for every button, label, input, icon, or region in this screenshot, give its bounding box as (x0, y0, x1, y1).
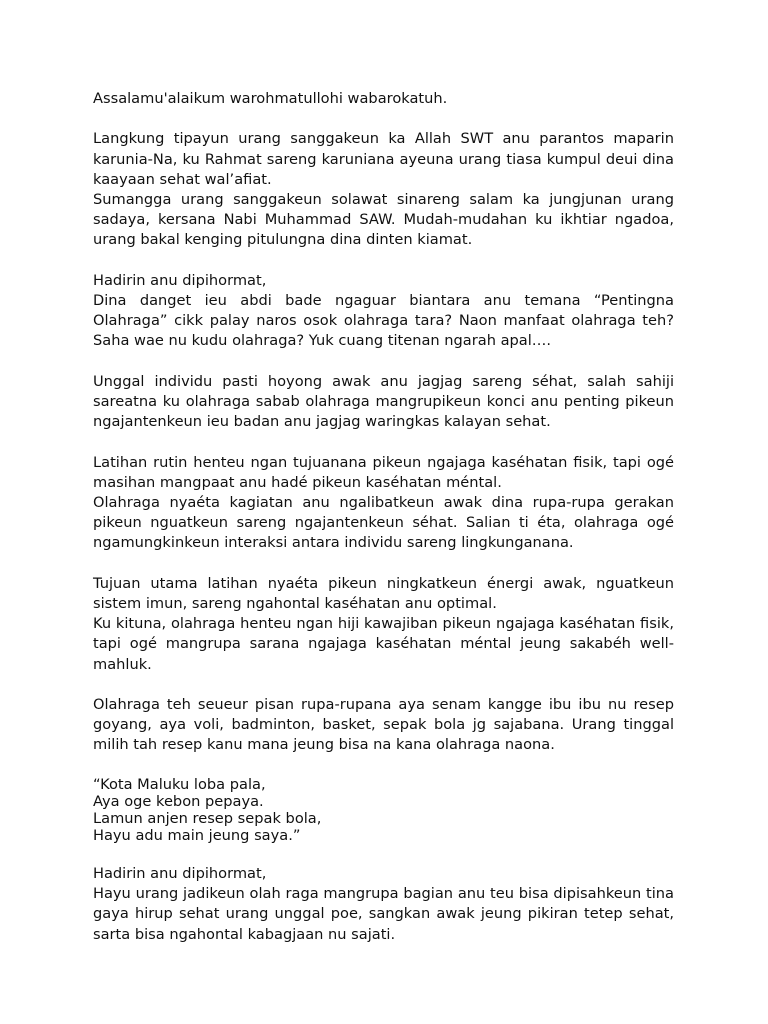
address-audience: Hadirin anu dipihormat, (93, 271, 267, 289)
paragraph-routine-exercise: Latihan rutin henteu ngan tujuanana pikeun ngajaga kaséhatan fisik, tapi ogé masihan mangpaat anu hadé pikeun kaséhatan méntal. (93, 453, 674, 491)
address-audience-closing: Hadirin anu dipihormat, (93, 864, 267, 882)
paragraph-healthy-body: Unggal individu pasti hoyong awak anu jagjag sareng séhat, salah sahiji sareatna ku olahraga sabab olahraga mangrupikeun konci anu penting pikeun ngajantenkeun ieu badan anu jagjag waringkas kalayan sehat. (93, 372, 674, 431)
speech-text (93, 89, 674, 965)
verse-line: Aya oge kebon pepaya. (93, 792, 264, 810)
greeting: Assalamu'alaikum warohmatullohi wabarokatuh. (93, 90, 448, 107)
paragraph-sport-types: Olahraga teh seueur pisan rupa-rupana aya senam kangge ibu ibu nu resep goyang, aya voli, badminton, basket, sepak bola jg sajabana. Urang tinggal milih tah resep kanu mana jeung bisa na kana olahraga naona. (93, 696, 674, 754)
paragraph-sport-definition: Olahraga nyaéta kagiatan anu ngalibatkeun awak dina rupa-rupa gerakan pikeun nguatkeun sareng ngajantenkeun séhat. Salian ti éta, olahraga ogé ngamungkinkeun interaksi antara individu sareng lingkunganana. (93, 494, 674, 552)
paragraph-conclusion-health: Ku kituna, olahraga henteu ngan hiji kawajiban pikeun ngajaga kaséhatan fisik, tapi ogé mangrupa sarana ngajaga kaséhatan méntal jeung sakabéh well-mahluk. (93, 615, 674, 673)
verse-line: Hayu adu main jeung saya.” (93, 826, 301, 844)
verse-line: Lamun anjen resep sepak bola, (93, 809, 322, 827)
paragraph-topic-intro: Dina danget ieu abdi bade ngaguar biantara anu temana “Pentingna Olahraga” cikk palay naros osok olahraga tara? Naon manfaat olahraga teh? Saha wae nu kudu olahraga? Yuk cuang titenan ngarah apal…. (93, 292, 674, 350)
paragraph-closing-invitation: Hayu urang jadikeun olah raga mangrupa bagian anu teu bisa dipisahkeun tina gaya hirup sehat urang unggal poe, sangkan awak jeung pikiran tetep sehat, sarta bisa ngahontal kabagjaan nu sajati. (93, 885, 674, 943)
verse-line: “Kota Maluku loba pala, (93, 775, 266, 793)
paragraph-main-goal: Tujuan utama latihan nyaéta pikeun ningkatkeun énergi awak, nguatkeun sistem imun, sareng ngahontal kaséhatan anu optimal. (93, 574, 674, 612)
pantun-verse (93, 776, 674, 844)
paragraph-solawat: Sumangga urang sanggakeun solawat sinareng salam ka jungjunan urang sadaya, kersana Nabi Muhammad SAW. Mudah-mudahan ku ikhtiar ngadoa, urang bakal kenging pitulungna dina dinten kiamat. (93, 191, 674, 249)
paragraph-opening-praise: Langkung tipayun urang sanggakeun ka Allah SWT anu parantos maparin karunia-Na, ku Rahmat sareng karuniana ayeuna urang tiasa kumpul deui dina kaayaan sehat wal’afiat. (93, 130, 674, 188)
